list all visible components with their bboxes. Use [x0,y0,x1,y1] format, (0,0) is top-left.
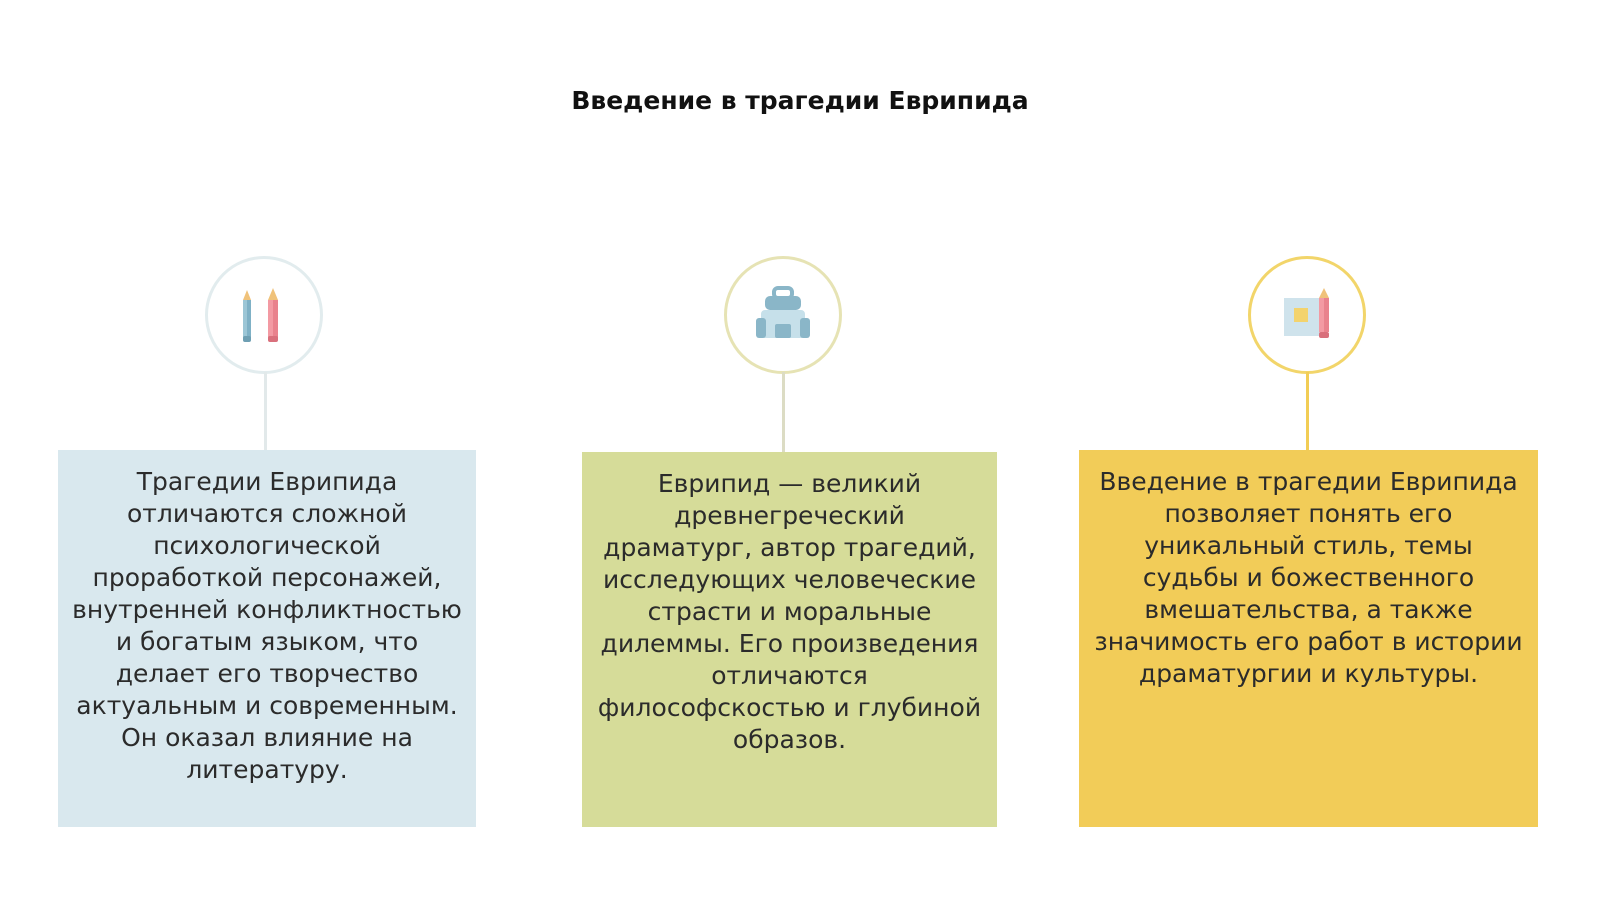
icon-circle-1 [205,256,323,374]
info-card-1: Трагедии Еврипида отличаются сложной психологической проработкой персонажей, внутренней конфликтностью и богатым языком, что делает его творчество актуальным и современным. Он оказал влияние на литературу. [58,450,476,827]
info-card-2: Еврипид — великий древнегреческий драматург, автор трагедий, исследующих человеческие страсти и моральные дилеммы. Его произведения отличаются философскостью и глубиной образов. [582,452,997,827]
connector-line-3 [1306,372,1309,450]
icon-circle-3 [1248,256,1366,374]
canvas-pencil-icon [1272,280,1342,350]
pencils-icon [234,280,294,350]
backpack-icon [748,280,818,350]
connector-line-2 [782,372,785,452]
info-card-3: Введение в трагедии Еврипида позволяет понять его уникальный стиль, темы судьбы и божественного вмешательства, а также значимость его работ в истории драматургии и культуры. [1079,450,1538,827]
connector-line-1 [264,372,267,450]
page-title: Введение в трагедии Еврипида [571,86,1029,115]
icon-circle-2 [724,256,842,374]
